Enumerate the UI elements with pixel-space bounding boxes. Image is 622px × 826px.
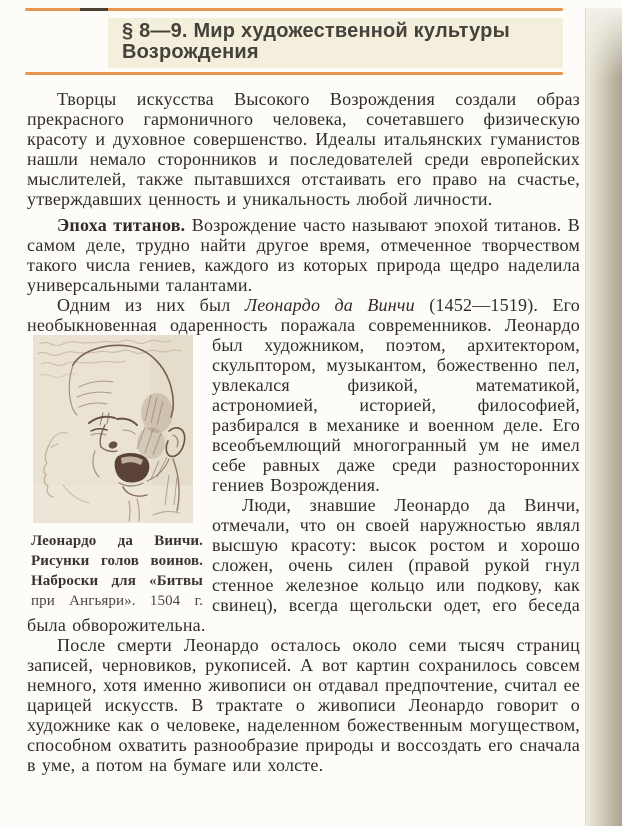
textbook-page [0,8,622,826]
warrior-head-sketch [33,335,193,523]
paragraph-legacy-text: После смерти Леонардо осталось около семи тысяч страниц записей, черновиков, рукописей. А вот картин сохранилось совсем немного, хотя именно живописи он отдавал предпочтение, считал ее царицей искусств. В трактате о живописи Леонардо говорит о художнике как о человеке, наделенном божественным могуществом, способном охватить разнообразие природы и воссоздать его сначала в уме, а потом на бумаге или холсте. [27,635,580,775]
caption-line: Рисунки голов воинов. [31,553,203,569]
warrior-head-sketch-image [33,335,193,523]
paragraph-leonardo-seg3: Леонардо был художником, поэтом, архитектором, скульптором, музыкантом, божественно пел, увлекался физикой, математикой, астрономией, историей, философией, разбирался в механике и военном деле. Его всеобъемлющий многогранный ум не имел себе равных даже среди разносторонних гениев Возрождения. [212,315,580,495]
caption-line: Леонардо да Винчи. [31,533,203,549]
paragraph-epoch-of-titans [27,215,580,295]
caption-line: Наброски для «Битвы [31,573,203,589]
book-page-edge [585,8,622,826]
paragraph-lead-bold: Эпоха титанов. [57,215,186,235]
leonardo-name-italic: Леонардо да Винчи [244,295,415,315]
caption-line: при Ангьяри». 1504 г. [31,593,203,609]
paragraph-intro-text: Творцы искусства Высокого Возрождения создали образ прекрасного гармоничного человека, сочетавшего физическую красоту и духовное совершенство. Идеалы итальянских гуманистов нашли немало сторонников и последователей среди европейских мыслителей, также пытавшихся отстаивать его право на счастье, утверждавших ценность и уникальность любой личности. [27,89,580,209]
paragraph-epoch-text: Возрождение часто называют эпохой титанов. В самом деле, трудно найти другое время, отмеченное творчеством такого числа гениев, каждого из которых природа щедро наделила универсальными талантами. [27,215,580,295]
paragraph-leonardo-seg1: Одним из них был [57,295,245,315]
page-body-text [27,89,580,775]
paragraph-intro [27,89,580,209]
header-bottom-orange-rule [25,72,563,75]
section-title: § 8—9. Мир художественной культуры Возрождения [122,20,510,63]
paragraph-legacy [27,635,580,775]
leonardo-figure [27,335,203,611]
scan-artifact [80,8,108,11]
paragraph-appearance-text: Люди, знавшие Леонардо да Винчи, отмечали, что он своей наружностью являл высшую красоту: высок ростом и хорошо сложен, очень силен (правой рукой гнул стенное железное кольцо или подкову, как свинец), всегда щегольски одет, его беседа была обворожительна. [27,495,580,635]
paragraph-leonardo-seg2: (1452—1519). Его необыкновенная одаренность поражала современников. [27,295,580,335]
section-header-box [108,18,563,68]
figure-caption [31,531,203,611]
